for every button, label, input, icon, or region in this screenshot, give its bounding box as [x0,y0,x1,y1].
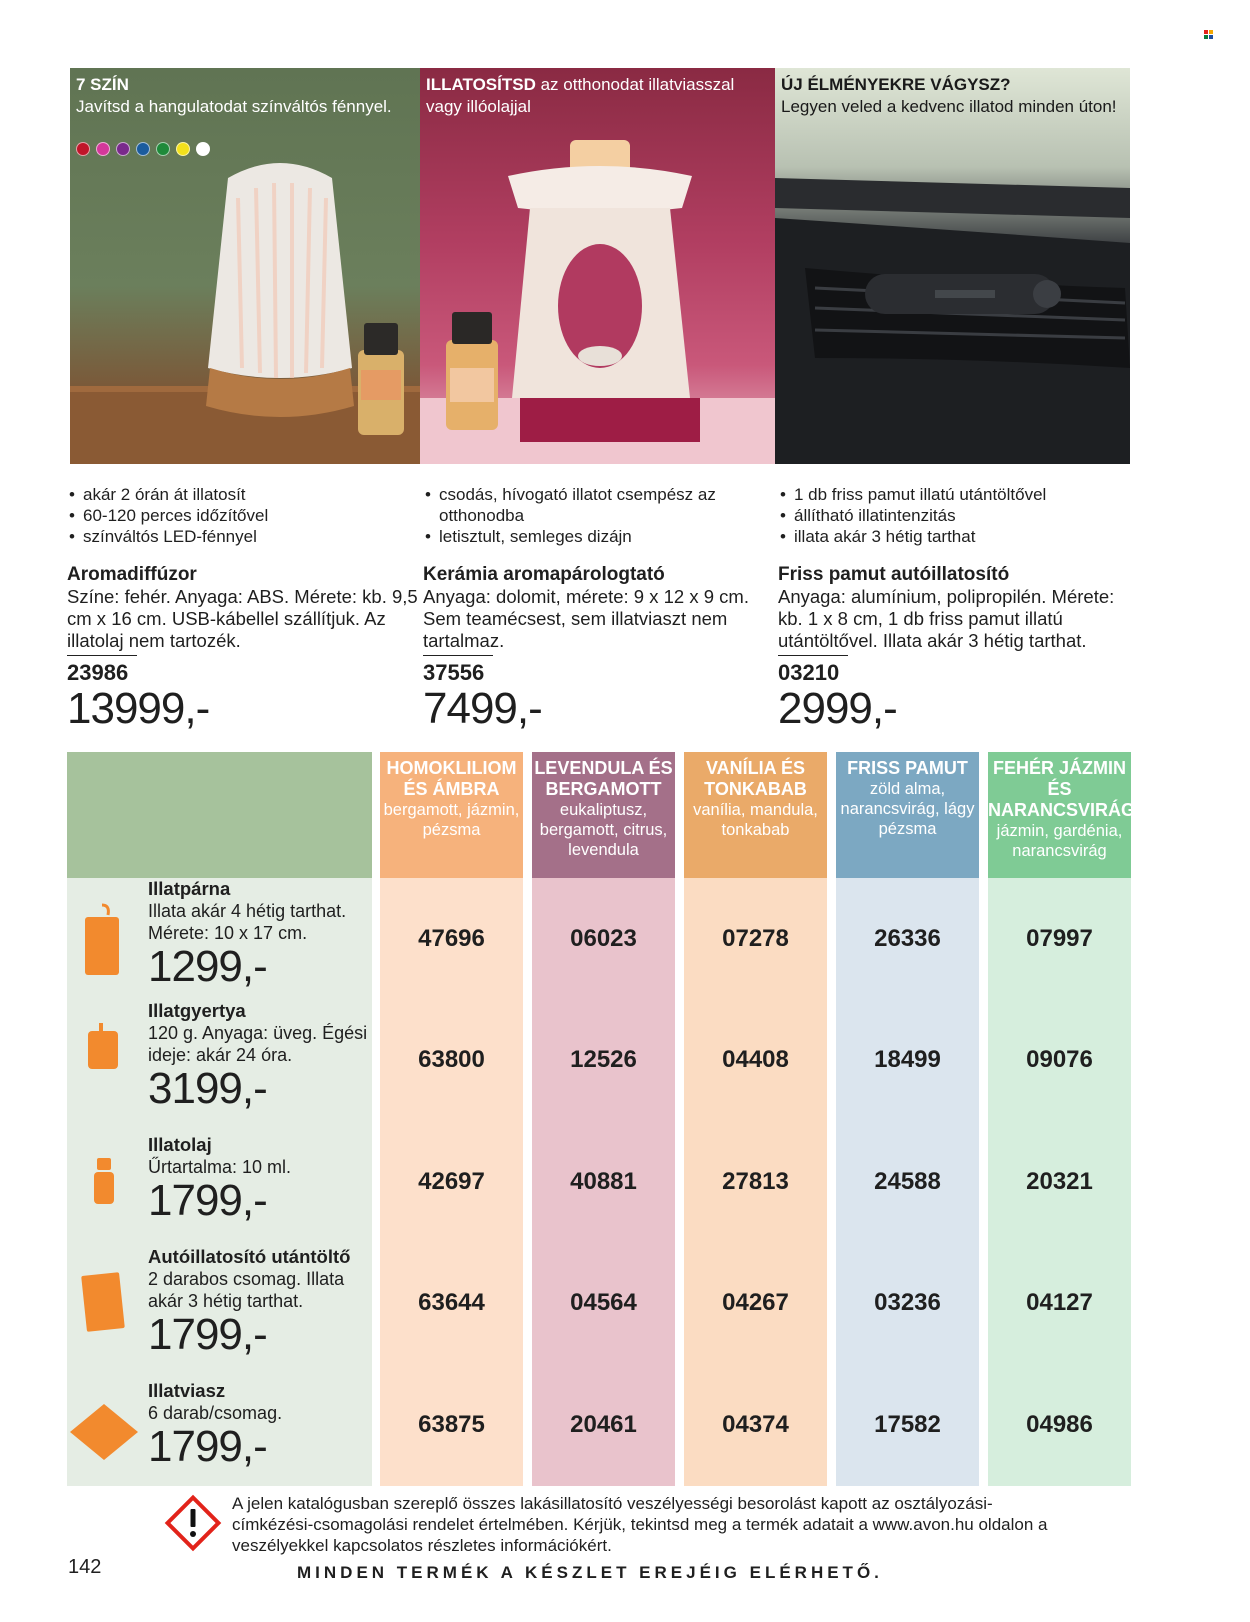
product-price: 7499,- [423,684,542,733]
product-code-cell: 04374 [722,1410,789,1438]
product-code-cell: 04408 [722,1046,789,1074]
scent-column [380,752,523,1486]
product-code-cell: 26336 [874,924,941,952]
hero-1-text: Javítsd a hangulatodat színváltós fénnyel. [76,97,392,116]
car-freshener-photo [775,68,1130,464]
feature-list [423,484,778,550]
row-description: 2 darabos csomag. Illata akár 3 hétig tarthat. [148,1269,345,1311]
product-code-cell: 27813 [722,1167,789,1195]
row-title: Illatpárna [148,878,231,899]
scent-header [532,752,675,878]
hazard-disclaimer: A jelen katalógusban szereplő összes lakásillatosító veszélyességi besorolást kapott az osztályozási-címkézési-csomagolási rendelet értelmében. Kérjük, tekintsd meg a termék adatait a www.avon.hu oldalon a veszélyekkel kapcsolatos részletes információkért. [232,1494,1048,1555]
product-description: Színe: fehér. Anyaga: ABS. Mérete: kb. 9,5 cm x 16 cm. USB-kábellel szállítjuk. Az illatolaj nem tartozék. [67,586,418,651]
row-scented-candle [148,1000,378,1112]
product-code: 03210 [778,660,840,685]
hero-3-text: Legyen veled a kedvenc illatod minden úton! [781,97,1117,116]
page-number: 142 [68,1556,102,1578]
row-description: Űrtartalma: 10 ml. [148,1157,292,1177]
product-name: Friss pamut autóillatosító [778,564,1010,585]
car-vent-illustration [775,68,1130,464]
product-code: 23986 [67,660,129,685]
feature-item: • csodás, hívogató illatot csempész az otthonodba [423,484,778,526]
hero-2-title: ILLATOSÍTSD [426,75,536,94]
product-car-freshener [778,484,1133,732]
product-code-cell: 24588 [874,1167,941,1195]
feature-list [67,484,422,550]
product-code-cell: 04127 [1026,1289,1093,1317]
divider [423,655,493,656]
scent-header [684,752,827,878]
product-price: 2999,- [778,684,897,733]
product-code-cell: 07278 [722,924,789,952]
product-code-cell: 63644 [418,1289,485,1317]
product-code-cell: 20461 [570,1410,637,1438]
scent-notes: zöld alma, narancsvirág, lágy pézsma [840,780,975,838]
scent-header [988,752,1136,878]
hero-3-title: ÚJ ÉLMÉNYEKRE VÁGYSZ? [781,75,1011,94]
product-code-cell: 17582 [874,1410,941,1438]
product-ceramic-burner [423,484,778,732]
row-description: 6 darab/csomag. [148,1403,283,1423]
brand-mark-icon [1204,30,1214,40]
product-name: Kerámia aromapárologtató [423,564,665,585]
product-code-cell: 04986 [1026,1410,1093,1438]
hero-1-title: 7 SZÍN [76,75,129,94]
row-price: 1799,- [148,1422,267,1471]
product-code-cell: 63875 [418,1410,485,1438]
row-description: Illata akár 4 hétig tarthat. Mérete: 10 x 17 cm. [148,901,347,943]
scent-pillow-icon [80,903,125,978]
availability-note: MINDEN TERMÉK A KÉSZLET EREJÉIG ELÉRHETŐ. [297,1563,883,1582]
feature-item: • 1 db friss pamut illatú utántöltővel [778,484,1133,505]
burner-photo [420,68,775,464]
diffuser-photo [70,68,420,464]
product-code-cell: 12526 [570,1046,637,1074]
product-code-cell: 07997 [1026,924,1093,952]
product-diffuser [67,484,422,732]
row-title: Illatviasz [148,1380,226,1401]
scent-header [836,752,979,878]
feature-item: • illata akár 3 hétig tarthat [778,526,1133,547]
hazard-warning-icon [163,1493,223,1553]
scent-notes: bergamott, jázmin, pézsma [383,801,520,839]
scent-name: HOMOKLILIOM ÉS ÁMBRA [386,758,517,799]
diffuser-illustration [70,68,420,464]
product-code-cell: 40881 [570,1167,637,1195]
product-name: Aromadiffúzor [67,564,197,585]
row-scent-pillow [148,878,378,990]
product-code-cell: 09076 [1026,1046,1093,1074]
product-description: Anyaga: alumínium, polipropilén. Mérete: kb. 1 x 8 cm, 1 db friss pamut illatú utántöltővel. Illata akár 3 hétig tarthat. [778,586,1115,651]
product-code-cell: 18499 [874,1046,941,1074]
feature-list [778,484,1133,550]
feature-item: • állítható illatintenzitás [778,505,1133,526]
scent-name: VANÍLIA ÉS TONKABAB [704,758,807,799]
feature-item: • letisztult, semleges dizájn [423,526,778,547]
scent-column [532,752,675,1486]
table-corner-header [67,752,372,878]
candle-icon [86,1023,122,1071]
scent-column [988,752,1136,1486]
product-price: 13999,- [67,684,210,733]
scent-notes: eukaliptusz, bergamott, citrus, levendula [539,801,668,859]
product-code-cell: 06023 [570,924,637,952]
feature-item: • színváltós LED-fénnyel [67,526,422,547]
row-car-refill [148,1246,378,1358]
product-code-cell: 20321 [1026,1167,1093,1195]
oil-bottle-icon [92,1158,118,1206]
scent-name: FEHÉR JÁZMIN ÉS NARANCSVIRÁG [988,758,1136,820]
row-scent-wax [148,1380,378,1470]
feature-item: • 60-120 perces időzítővel [67,505,422,526]
product-code-cell: 47696 [418,924,485,952]
row-title: Illatolaj [148,1134,212,1155]
hero-2-text: az otthonodat illatviasszal vagy illóolajjal [426,75,735,116]
scent-column [684,752,827,1486]
row-price: 1799,- [148,1310,267,1359]
scent-notes: jázmin, gardénia, narancsvirág [996,822,1123,860]
burner-illustration [420,68,775,464]
row-price: 3199,- [148,1064,267,1113]
product-description: Anyaga: dolomit, mérete: 9 x 12 x 9 cm. Sem teamécsest, sem illatviaszt nem tartalmaz. [423,586,749,651]
scent-notes: vanília, mandula, tonkabab [693,801,818,839]
product-code-cell: 42697 [418,1167,485,1195]
scent-name: LEVENDULA ÉS BERGAMOTT [534,758,673,799]
product-code-cell: 04564 [570,1289,637,1317]
product-code-cell: 04267 [722,1289,789,1317]
product-code-cell: 03236 [874,1289,941,1317]
scent-column [836,752,979,1486]
divider [778,655,848,656]
row-title: Autóillatosító utántöltő [148,1246,351,1267]
feature-item: • akár 2 órán át illatosít [67,484,422,505]
row-description: 120 g. Anyaga: üveg. Égési ideje: akár 24 óra. [148,1023,368,1065]
scent-header [380,752,523,878]
row-title: Illatgyertya [148,1000,246,1021]
row-price: 1799,- [148,1176,267,1225]
row-scent-oil [148,1134,378,1224]
car-refill-icon [80,1270,130,1336]
row-price: 1299,- [148,942,267,991]
divider [67,655,137,656]
product-code: 37556 [423,660,485,685]
wax-melt-icon [68,1402,140,1462]
product-code-cell: 63800 [418,1046,485,1074]
scent-name: FRISS PAMUT [847,758,968,778]
